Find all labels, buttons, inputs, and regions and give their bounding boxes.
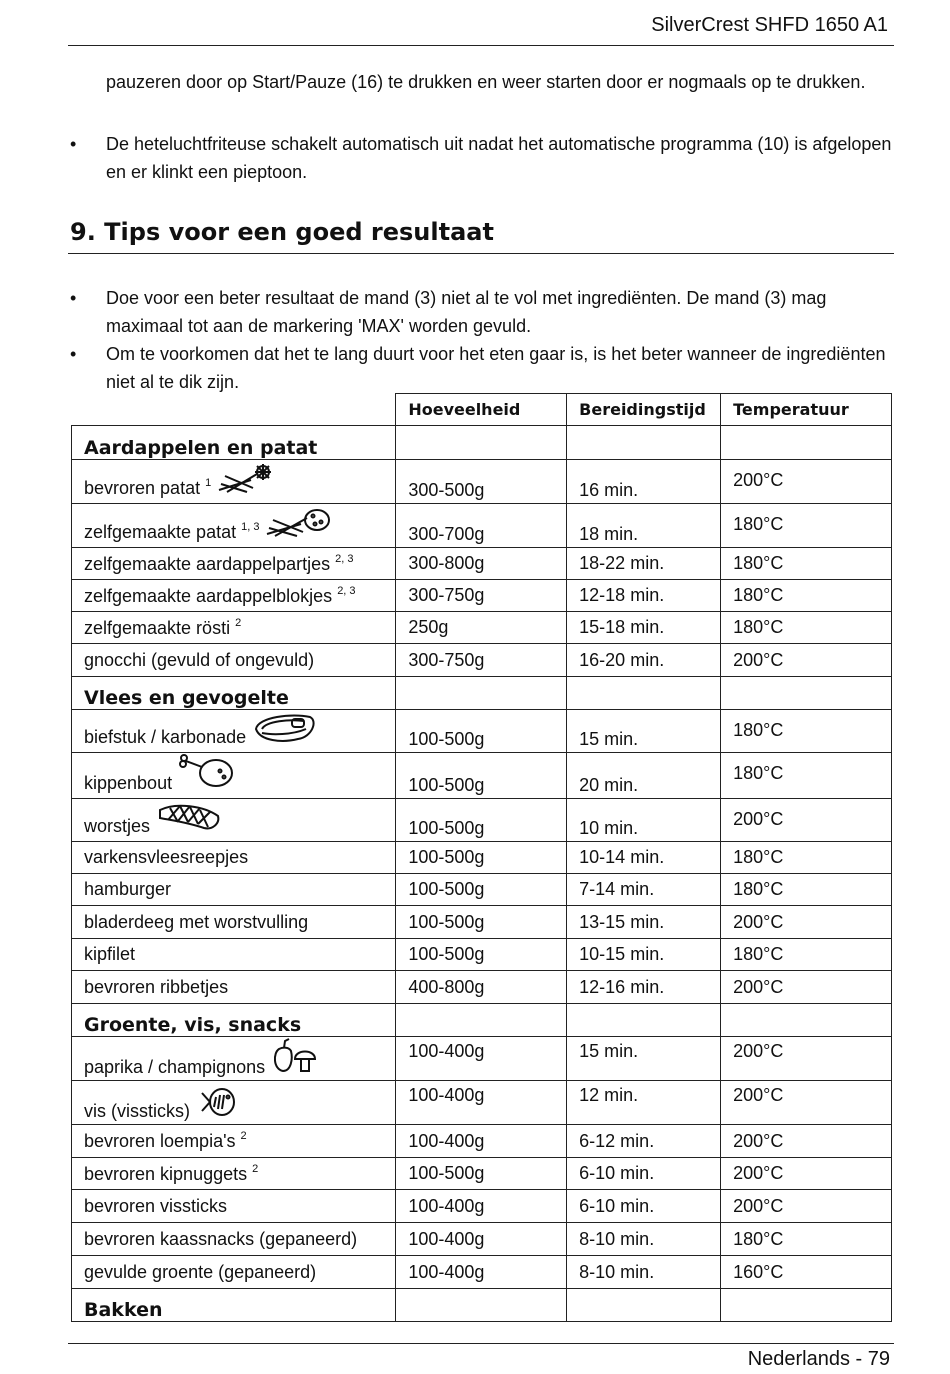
food-name: kipfilet: [84, 944, 136, 964]
table-row: [72, 753, 892, 799]
food-cell: [72, 1223, 396, 1256]
time-cell: 6-12 min.: [567, 1125, 721, 1158]
food-cell: [72, 971, 396, 1004]
table-header-row: [72, 394, 892, 426]
quantity-cell: 250g: [396, 612, 567, 644]
table-row: [72, 1158, 892, 1190]
quantity-cell: 300-750g: [396, 580, 567, 612]
food-cell: [72, 612, 396, 644]
food-name: hamburger: [84, 879, 172, 899]
table-row: [72, 842, 892, 874]
time-cell: 12-16 min.: [567, 971, 721, 1004]
time-cell: 6-10 min.: [567, 1190, 721, 1223]
table-row: [72, 799, 892, 842]
time-cell: 15 min.: [567, 1037, 721, 1081]
footnote-ref: 2: [240, 1130, 247, 1142]
page-footer: Nederlands - 79: [747, 1348, 890, 1370]
pepper-mushroom-icon: [271, 1037, 317, 1080]
food-name: zelfgemaakte rösti: [84, 617, 231, 638]
fish-icon: [196, 1085, 236, 1124]
time-cell: 8-10 min.: [567, 1223, 721, 1256]
section-rule: [68, 253, 894, 254]
table-row: [72, 548, 892, 580]
food-cell: [72, 1158, 396, 1190]
food-cell: [72, 504, 396, 548]
footnote-ref: 2: [252, 1162, 259, 1175]
empty-cell: [396, 1004, 567, 1037]
food-name: bevroren patat: [84, 478, 201, 498]
time-cell: 12-18 min.: [567, 580, 721, 612]
intro-paragraph-2: De heteluchtfriteuse schakelt automatisch uit nadat het automatische programma (10) is afgelopen en er klinkt een pieptoon.: [106, 134, 892, 182]
footnote-ref: 1, 3: [241, 521, 260, 533]
temperature-cell: 180°C: [721, 504, 892, 548]
food-name: varkensvleesreepjes: [84, 847, 249, 867]
table-row: [72, 644, 892, 677]
temperature-cell: 200°C: [721, 971, 892, 1004]
cooking-table: [71, 393, 892, 1322]
document-title: SilverCrest SHFD 1650 A1: [651, 14, 888, 36]
time-cell: 10-14 min.: [567, 842, 721, 874]
temperature-cell: 200°C: [721, 644, 892, 677]
table-row: [72, 1256, 892, 1289]
intro-paragraph-1: pauzeren door op Start/Pauze (16) te drukken en weer starten door er nogmaals op te drukken.: [106, 72, 866, 92]
quantity-cell: 300-750g: [396, 644, 567, 677]
temperature-cell: 200°C: [721, 1081, 892, 1125]
quantity-cell: 100-400g: [396, 1190, 567, 1223]
food-cell: [72, 1081, 396, 1125]
potato-fries-icon: [265, 506, 331, 545]
food-cell: [72, 753, 396, 799]
food-cell: [72, 580, 396, 612]
quantity-cell: 100-500g: [396, 753, 567, 799]
time-cell: 16-20 min.: [567, 644, 721, 677]
food-cell: [72, 1256, 396, 1289]
food-cell: [72, 460, 396, 504]
empty-cell: [567, 1004, 721, 1037]
sausage-icon: [156, 800, 222, 839]
food-name: bevroren vissticks: [84, 1195, 228, 1216]
tip-1: Doe voor een beter resultaat de mand (3) niet al te vol met ingrediënten. De mand (3) mag maximaal tot aan de markering 'MAX' worden gevuld.: [106, 288, 827, 336]
food-cell: [72, 906, 396, 939]
table-row: [72, 906, 892, 939]
category-label: Bakken: [72, 1289, 396, 1322]
food-name: biefstuk / karbonade: [84, 727, 247, 747]
time-cell: 7-14 min.: [567, 874, 721, 906]
temperature-cell: 200°C: [721, 1125, 892, 1158]
food-name: zelfgemaakte aardappelpartjes: [84, 553, 331, 574]
food-cell: [72, 548, 396, 580]
temperature-cell: 160°C: [721, 1256, 892, 1289]
empty-cell: [721, 677, 892, 710]
category-row: [72, 1004, 892, 1037]
quantity-cell: 100-500g: [396, 710, 567, 753]
food-name: bladerdeeg met worstvulling: [84, 911, 309, 932]
time-cell: 10 min.: [567, 799, 721, 842]
steak-icon: [252, 711, 318, 750]
quantity-cell: 100-500g: [396, 799, 567, 842]
bullet-marker: •: [70, 344, 77, 364]
food-cell: [72, 842, 396, 874]
table-row: [72, 1081, 892, 1125]
quantity-cell: 100-500g: [396, 906, 567, 939]
category-row: [72, 426, 892, 460]
empty-cell: [721, 1289, 892, 1322]
table-row: [72, 1223, 892, 1256]
bullet-marker: •: [70, 134, 77, 154]
temperature-cell: 200°C: [721, 1158, 892, 1190]
food-name: gnocchi (gevuld of ongevuld): [84, 649, 315, 670]
footnote-ref: 2, 3: [335, 552, 354, 565]
food-name: zelfgemaakte patat: [84, 522, 237, 542]
temperature-cell: 180°C: [721, 612, 892, 644]
quantity-cell: 100-400g: [396, 1223, 567, 1256]
empty-cell: [396, 1289, 567, 1322]
quantity-cell: 100-400g: [396, 1256, 567, 1289]
table-row: [72, 1190, 892, 1223]
temperature-cell: 180°C: [721, 874, 892, 906]
table-row: [72, 874, 892, 906]
temperature-cell: 180°C: [721, 1223, 892, 1256]
empty-cell: [721, 1004, 892, 1037]
time-cell: 13-15 min.: [567, 906, 721, 939]
quantity-cell: 100-400g: [396, 1037, 567, 1081]
time-cell: 18-22 min.: [567, 548, 721, 580]
section-heading: 9. Tips voor een goed resultaat: [70, 218, 494, 246]
time-cell: 12 min.: [567, 1081, 721, 1125]
food-name: vis (vissticks): [84, 1101, 190, 1121]
temperature-cell: 200°C: [721, 1037, 892, 1081]
food-name: bevroren kipnuggets: [84, 1163, 248, 1184]
quantity-cell: 400-800g: [396, 971, 567, 1004]
temperature-cell: 180°C: [721, 710, 892, 753]
header-cooking-time: Bereidingstijd: [567, 394, 721, 426]
time-cell: 18 min.: [567, 504, 721, 548]
temperature-cell: 180°C: [721, 842, 892, 874]
temperature-cell: 180°C: [721, 753, 892, 799]
time-cell: 20 min.: [567, 753, 721, 799]
table-row: [72, 460, 892, 504]
food-name: bevroren loempia's: [84, 1131, 236, 1151]
table-row: [72, 939, 892, 971]
food-cell: [72, 710, 396, 753]
time-cell: 10-15 min.: [567, 939, 721, 971]
empty-cell: [721, 426, 892, 460]
quantity-cell: 300-700g: [396, 504, 567, 548]
empty-cell: [396, 677, 567, 710]
temperature-cell: 200°C: [721, 460, 892, 504]
food-cell: [72, 1037, 396, 1081]
food-name: paprika / champignons: [84, 1057, 266, 1077]
food-name: worstjes: [84, 816, 151, 836]
food-cell: [72, 644, 396, 677]
footnote-ref: 1: [205, 477, 212, 489]
table-row: [72, 1125, 892, 1158]
chicken-leg-icon: [178, 753, 236, 796]
header-quantity: Hoeveelheid: [396, 394, 567, 426]
food-name: bevroren kaassnacks (gepaneerd): [84, 1228, 358, 1249]
category-label: Aardappelen en patat: [72, 426, 396, 460]
empty-cell: [567, 1289, 721, 1322]
time-cell: 15 min.: [567, 710, 721, 753]
table-row: [72, 504, 892, 548]
footnote-ref: 2: [235, 616, 242, 629]
header-rule: [68, 45, 894, 46]
quantity-cell: 100-500g: [396, 1158, 567, 1190]
temperature-cell: 180°C: [721, 580, 892, 612]
quantity-cell: 300-500g: [396, 460, 567, 504]
food-name: bevroren ribbetjes: [84, 976, 229, 997]
table-body: [72, 426, 892, 1322]
footnote-ref: 2, 3: [337, 584, 356, 597]
time-cell: 6-10 min.: [567, 1158, 721, 1190]
quantity-cell: 100-400g: [396, 1125, 567, 1158]
frozen-fries-icon: [217, 462, 275, 501]
header-blank-cell: [72, 394, 396, 426]
footer-rule: [68, 1343, 894, 1344]
empty-cell: [396, 426, 567, 460]
table-row: [72, 710, 892, 753]
food-name: gevulde groente (gepaneerd): [84, 1261, 317, 1282]
table-row: [72, 1037, 892, 1081]
header-temperature: Temperatuur: [721, 394, 892, 426]
table-row: [72, 580, 892, 612]
quantity-cell: 100-500g: [396, 939, 567, 971]
bullet-marker: •: [70, 288, 77, 308]
time-cell: 16 min.: [567, 460, 721, 504]
category-row: [72, 1289, 892, 1322]
category-row: [72, 677, 892, 710]
quantity-cell: 100-500g: [396, 842, 567, 874]
food-cell: [72, 939, 396, 971]
temperature-cell: 200°C: [721, 799, 892, 842]
tip-2: Om te voorkomen dat het te lang duurt voor het eten gaar is, is het beter wanneer de ingrediënten niet al te dik zijn.: [106, 344, 886, 392]
food-name: kippenbout: [84, 773, 173, 793]
food-cell: [72, 799, 396, 842]
category-label: Vlees en gevogelte: [72, 677, 396, 710]
quantity-cell: 100-500g: [396, 874, 567, 906]
quantity-cell: 300-800g: [396, 548, 567, 580]
food-cell: [72, 1125, 396, 1158]
food-cell: [72, 874, 396, 906]
empty-cell: [567, 677, 721, 710]
temperature-cell: 200°C: [721, 1190, 892, 1223]
temperature-cell: 180°C: [721, 548, 892, 580]
category-label: Groente, vis, snacks: [72, 1004, 396, 1037]
quantity-cell: 100-400g: [396, 1081, 567, 1125]
empty-cell: [567, 426, 721, 460]
food-cell: [72, 1190, 396, 1223]
temperature-cell: 180°C: [721, 939, 892, 971]
table-row: [72, 971, 892, 1004]
time-cell: 8-10 min.: [567, 1256, 721, 1289]
time-cell: 15-18 min.: [567, 612, 721, 644]
temperature-cell: 200°C: [721, 906, 892, 939]
table-row: [72, 612, 892, 644]
food-name: zelfgemaakte aardappelblokjes: [84, 585, 333, 606]
